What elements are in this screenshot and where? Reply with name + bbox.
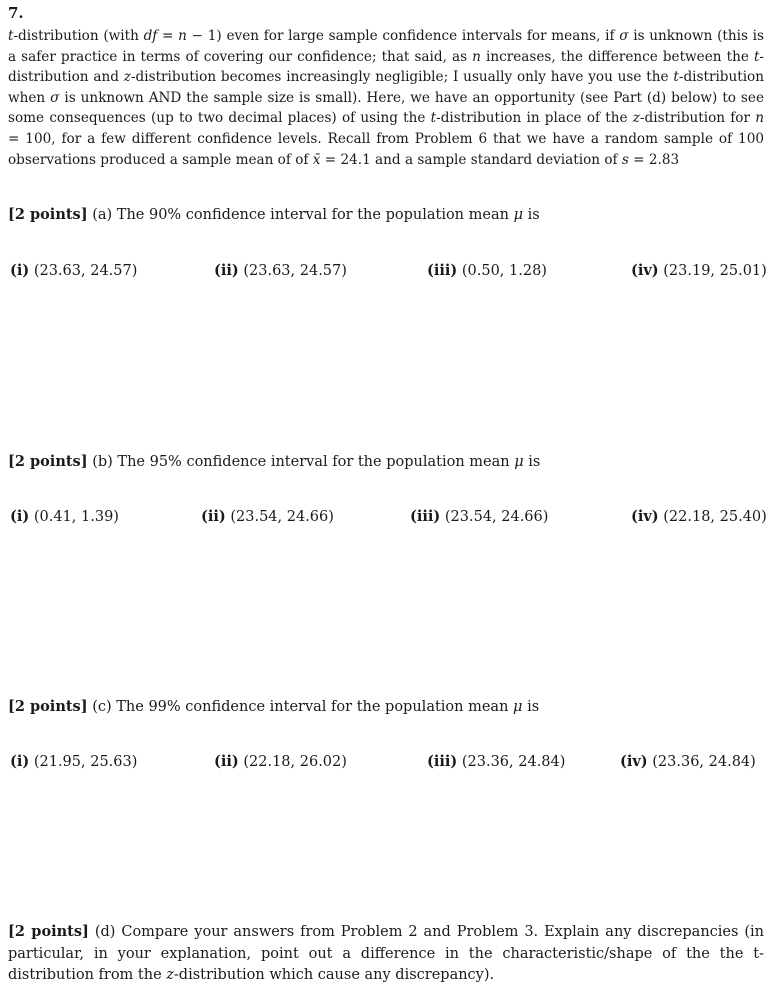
part-a-option-ii[interactable]: (ii) (23.63, 24.57) <box>214 262 347 279</box>
part-b-option-i[interactable]: (i) (0.41, 1.39) <box>10 508 119 525</box>
math-sigma: σ <box>50 89 60 106</box>
part-d-question: [2 points] (d) Compare your answers from Problem 2 and Problem 3. Explain any discrepancies (in particular, in your explanation, point out a difference in the characteristic/shape of the the t-distribution from the z-distribution which cause any discrepancy). <box>8 923 764 983</box>
math-n: n <box>178 28 187 44</box>
points-tag: [2 points] <box>8 453 88 470</box>
math-mu: μ <box>513 207 523 223</box>
math-sigma: σ <box>619 28 629 44</box>
math-s: s <box>621 151 629 168</box>
problem-number: 7. <box>8 4 24 22</box>
part-b-option-ii[interactable]: (ii) (23.54, 24.66) <box>201 508 334 525</box>
math-t: t <box>430 110 437 127</box>
math-t: t <box>8 28 14 44</box>
part-a-question: [2 points] (a) The 90% confidence interval for the population mean μ is <box>8 206 540 223</box>
part-c-option-ii[interactable]: (ii) (22.18, 26.02) <box>214 753 347 770</box>
part-a-option-iv[interactable]: (iv) (23.19, 25.01) <box>631 262 767 279</box>
math-n: n <box>472 48 481 65</box>
points-tag: [2 points] <box>8 698 88 715</box>
part-b-option-iii[interactable]: (iii) (23.54, 24.66) <box>410 508 549 525</box>
part-c-option-iv[interactable]: (iv) (23.36, 24.84) <box>620 753 756 770</box>
points-tag: [2 points] <box>8 923 89 940</box>
math-mu: μ <box>513 699 523 715</box>
points-tag: [2 points] <box>8 206 88 223</box>
part-b-question: [2 points] (b) The 95% confidence interval for the population mean μ is <box>8 453 541 470</box>
part-a-option-iii[interactable]: (iii) (0.50, 1.28) <box>427 262 547 279</box>
part-b-option-iv[interactable]: (iv) (22.18, 25.40) <box>631 508 767 525</box>
part-c-question: [2 points] (c) The 99% confidence interval for the population mean μ is <box>8 698 540 715</box>
math-z: z <box>632 110 640 127</box>
math-t: t <box>753 48 760 65</box>
math-z: z <box>166 967 174 983</box>
part-a-option-i[interactable]: (i) (23.63, 24.57) <box>10 262 138 279</box>
problem-intro: t-distribution (with df = n − 1) even for large sample confidence intervals for means, if σ is unknown (this is a safer practice in terms of covering our confidence; that said, as n increases, the difference between the t-distribution and z-distribution becomes increasingly negligible; I usually only have you use the t-distribution when σ is unknown AND the sample size is small). Here, we have an opportunity (see Part (d) below) to see some consequences (up to two decimal places) of using the t-distribution in place of the z-distribution for n = 100, for a few different confidence levels. Recall from Problem 6 that we have a random sample of 100 observations produced a sample mean of of x̄ = 24.1 and a sample standard deviation of s = 2.83 <box>8 28 765 168</box>
math-xbar: x̄ <box>312 151 321 168</box>
math-z: z <box>123 69 131 86</box>
part-c-option-iii[interactable]: (iii) (23.36, 24.84) <box>427 753 566 770</box>
math-mu: μ <box>514 454 524 470</box>
part-c-option-i[interactable]: (i) (21.95, 25.63) <box>10 753 138 770</box>
math-t: t <box>673 69 679 86</box>
math-df: df <box>143 28 158 44</box>
math-n: n <box>755 110 764 127</box>
